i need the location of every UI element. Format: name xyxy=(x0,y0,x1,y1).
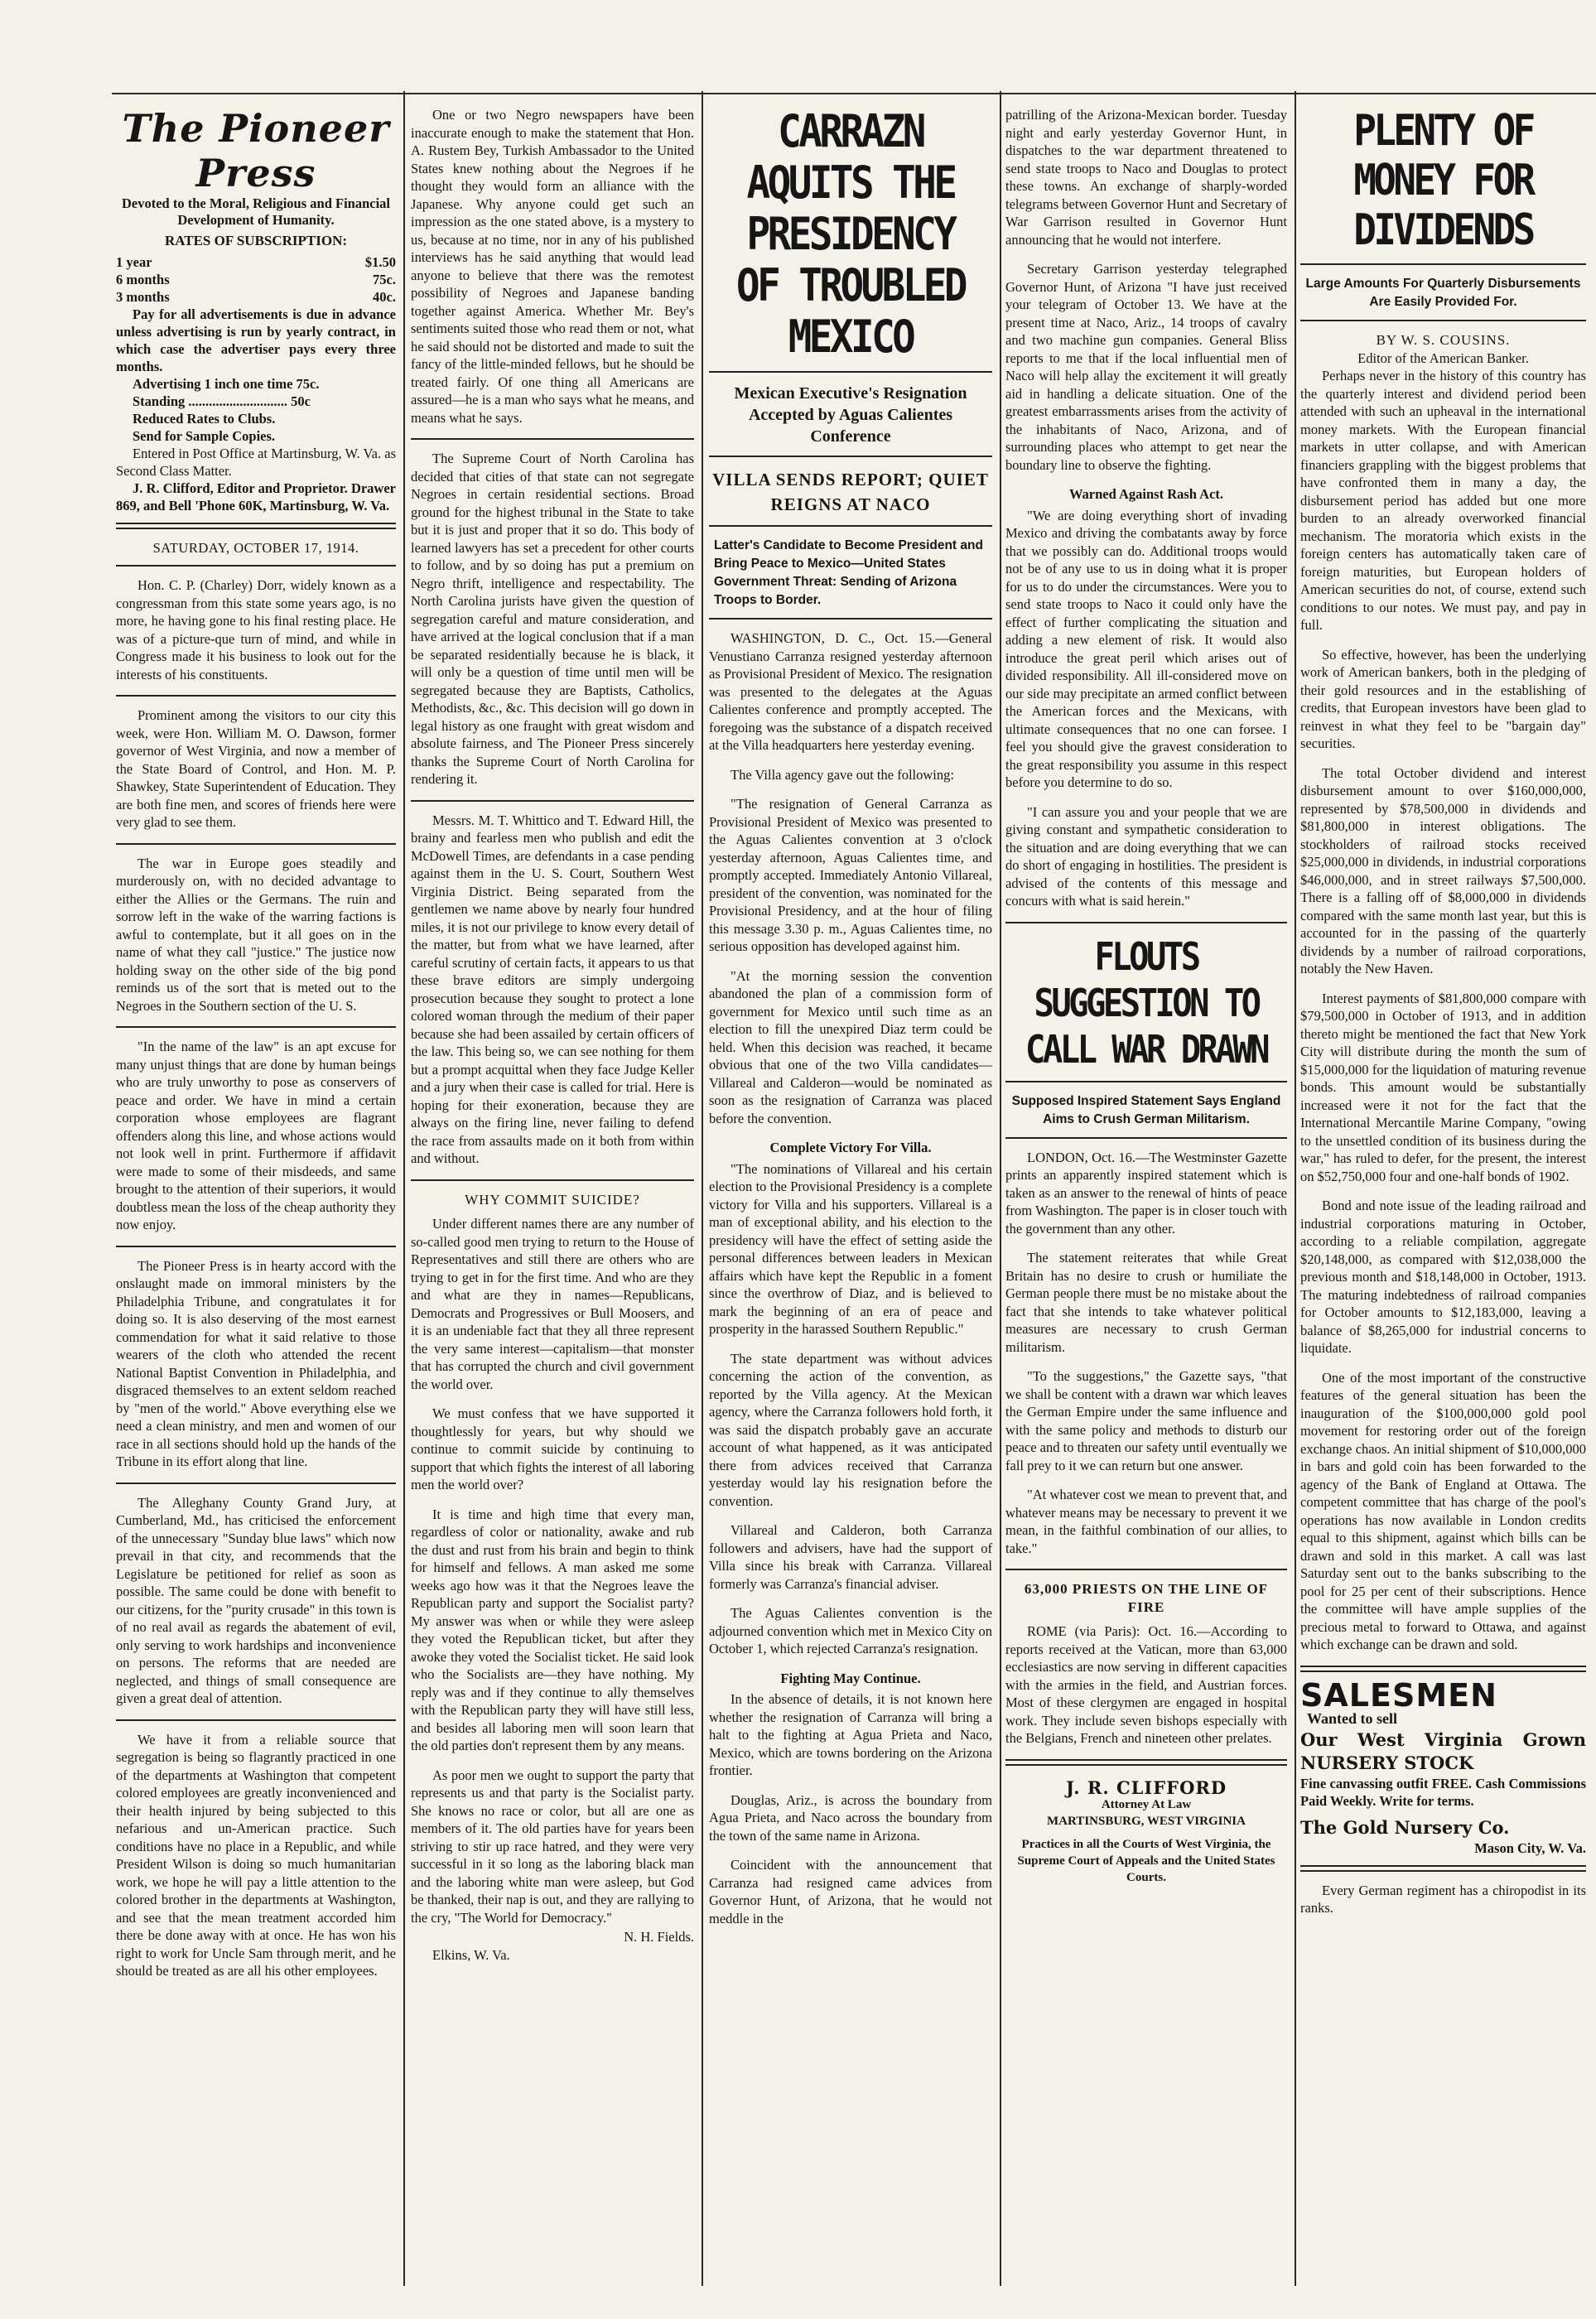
headline: PLENTY OF MONEY FOR DIVIDENDS xyxy=(1353,106,1533,255)
masthead-title: The Pioneer Press xyxy=(122,106,390,195)
article-heading: 63,000 PRIESTS ON THE LINE OF FIRE xyxy=(1024,1581,1269,1615)
article-paragraph: "I can assure you and your people that we are giving constant and sympathetic consideration to the situation and are doing everything that we can do short of engaging in hostilities. The president is advised of the contents of this message and concurs with what is said herein." xyxy=(1005,803,1287,909)
article-paragraph: The state department was without advices concerning the action of the convention, as reported by the Villa agency. At the Mexican agency, where the Carranza followers hold forth, it was said the dispatch probably gave an accurate account of what happened, as it was anticipated there from advices received that Carranza yesterday would lay his resignation before the convention. xyxy=(709,1350,992,1509)
editorial-paragraph: Messrs. M. T. Whittico and T. Edward Hill, the brainy and fearless men who publish and edit the McDowell Times, are defendants in a case pending against them in the U. S. Court, Southern West Virginia District. Being separated from the gentlemen we name above by nearly four hundred miles, it is not our privilege to know every detail of the matter, but from what we have learned, after careful scrutiny of certain facts, it appears to us that these brave editors are simply undergoing prosecution because they sought to protect a lone colored woman through the medium of their paper because she had been assailed by certain officers of the law. This being so, we can see nothing for them but a prompt acquittal when they face Judge Keller and a jury when their case is called for trial. Here is hoping for their exoneration, because they are always on the firing line, never failing to defend the race from assaults made on it both from within and without. xyxy=(411,812,694,1166)
editorial-paragraph: "In the name of the law" is an apt excuse for many unjust things that are done by human beings who are truly unworthy to pose as conservers of peace and order. We have in mind a certain corporation whose employees are flagrant offenders along this line, and whose actions would not look well in print. Furthermore if affidavit were made to some of their misdeeds, and same brought to the attention of their superiors, it would doubtless mean the loss of the cheap authority they now enjoy. xyxy=(116,1039,396,1232)
rate-row: 3 months 40c. xyxy=(116,288,396,305)
notice: Advertising 1 inch one time 75c. xyxy=(133,375,320,392)
article-paragraph: Perhaps never in the history of this country has the quarterly interest and dividend period been attended with such an upheaval in the international money markets. With the European financial markets in utter collapse, and with American financiers grappling with the biggest problems that have confronted them in many a day, the disbursement period has added but one more burden to an already overworked financial mechanism. The moratoria which exists in the foreign centers has automatically taken care of foreign maturities, but European holders of American securities do not, of course, extend such conditions to our notes. We must pay, and pay in full. xyxy=(1300,368,1586,633)
rate-row: 1 year $1.50 xyxy=(116,253,396,270)
divider xyxy=(1300,1666,1586,1672)
editorial-paragraph: One or two Negro newspapers have been inaccurate enough to make the statement that Hon. A. Rustem Bey, Turkish Ambassador to the United States knew nothing about the Negroes if he thought they would form an alliance with the Japanese. Why anyone could get such an impression as the one stated above, is a mystery to us, because at no time, nor in any of his published interviews has he said anything that would lead anyone to believe that there was the remotest possibility of Negroes and Japanese banding together against America. Whether Mr. Bey's sentiments suited those who read them or not, what he said should not be distorted and made to suit the fancy of the little-minded fellows, but he should be treated fairly. Of one thing all Americans are assured—he is a man who says what he means, and means what he says. xyxy=(411,107,694,426)
article-paragraph: "The nominations of Villareal and his certain election to the Provisional Presidency is a complete victory for Villa and his supporters. Villareal is a man of exceptional ability, and his election to the presidency will have the effect of setting aside the personal differences between leaders in Mexican affairs which have kept the Republic in a foment since the overthrow of Diaz, and is believed to mark the beginning of an era of peace and prosperity in the harassed Southern Republic." xyxy=(709,1160,992,1337)
article-paragraph: Under different names there are any number of so-called good men trying to return to the House of Representatives and still there are others who are trying to get in for the first time. And who are they and what are they in names—Republicans, Democrats and Progressives or Bull Moosers, and it is an undeniable fact that they all three represent the very same interest—capitalism—that monster that has corrupted the church and civil government the world over. xyxy=(411,1216,694,1392)
divider xyxy=(116,1026,396,1028)
column-rule xyxy=(1000,91,1001,2286)
divider xyxy=(116,1719,396,1721)
ad-wanted: Wanted to sell xyxy=(1307,1710,1398,1727)
signature-name: N. H. Fields. xyxy=(624,1929,694,1945)
rates-title: RATES OF SUBSCRIPTION: xyxy=(164,233,348,248)
divider xyxy=(116,843,396,845)
divider xyxy=(1300,1865,1586,1872)
ad-name: J. R. CLIFFORD xyxy=(1065,1777,1227,1798)
article-paragraph: ROME (via Paris): Oct. 16.—According to reports received at the Vatican, more than 63,000 ecclesiastics are now serving in different capacities with the armies in the field, and Austrian forces. Most of these clergymen are engaged in hospital work. They include seven bishops especially with the Belgians, French and nineteen other prelates. xyxy=(1005,1623,1287,1746)
article-paragraph: "We are doing everything short of invading Mexico and driving the combatants away by force that we possibly can do. Additional troops would not be of any use to us in doing what it is proper for us to do under the circumstances. Were you to send state troops to Naco it could only have the effect of further complicating the situation and adding a new element of risk. It would also introduce the great peril which arises out of divided responsibility. All ill-considered move on our side may precipitate an armed conflict between the American forces and the Mexicans, with ultimate consequences that no one can forsee. I feel you should give the gravest consideration to the great responsibility you assume in this respect before you determine to do so. xyxy=(1005,507,1287,790)
ad-line: Fine canvassing outfit FREE. Cash Commissions Paid Weekly. Write for terms. xyxy=(1300,1775,1586,1809)
article-paragraph: "The resignation of General Carranza as Provisional President of Mexico was presented to the Aguas Calientes convention at 3 o'clock yesterday afternoon, Aguas Calientes time, and promptly accepted. Immediately Antonio Villareal, president of the convention, was nominated for the Provisional Presidency, and at the hour of filing this message 3.30 p. m., Aguas Calientes time, no serious opposition has developed against him. xyxy=(709,796,992,954)
signature-place: Elkins, W. Va. xyxy=(432,1946,510,1963)
notice: Reduced Rates to Clubs. xyxy=(133,410,276,427)
ad-headline: SALESMEN xyxy=(1300,1676,1497,1714)
filler-paragraph: Every German regiment has a chiropodist in its ranks. xyxy=(1300,1882,1586,1916)
divider xyxy=(1005,922,1287,923)
divider xyxy=(116,1246,396,1247)
notice: Standing ............................. 50c xyxy=(133,393,311,409)
headline-deck: Supposed Inspired Statement Says England Aims to Crush German Militarism. xyxy=(1011,1093,1281,1126)
editorial-paragraph: The Pioneer Press is in hearty accord with the onslaught made on immoral ministers by the Philadelphia Tribune, and congratulates it for doing so. It is also deserving of the most earnest commendation for what it said relative to those wearers of the cloth who attended the recent National Baptist Convention in Philadelphia, and disgraced themselves to an extent seldom reached by "men of the world." Above everything else we need a clean ministry, and men and women of our race in all sections should hold up the hands of the Tribune in its effort along that line. xyxy=(116,1257,396,1469)
editorial-paragraph: Hon. C. P. (Charley) Dorr, widely known as a congressman from this state some years ago, is no more, he having gone to his final resting place. He was of a picture-que turn of mind, and while in Congress made it his business to look out for the interests of his constituents. xyxy=(116,577,396,682)
byline-title: Editor of the American Banker. xyxy=(1357,350,1529,366)
editorial-paragraph: The Supreme Court of North Carolina has decided that cities of that state can not segregate Negroes in certain residential sections. Broad ground for the highest tribunal in the State to take but it is just and proper that it so do. This body of learned lawyers has set a precedent for other courts to follow, and by so doing has put a premium on Negro thrift, intelligence and respectability. The North Carolina jurists have given the question of segregation careful and mature consideration, and have arrived at the logical conclusion that if a man be separated residentially because he is black, it will only be a question of time until men will be segregated because they are Baptists, Catholics, Methodists, &c., &c. This decision will go down in legal history as one fraught with great wisdom and absolute fairness, and The Pioneer Press sincerely thanks the Supreme Court of North Carolina for rendering it. xyxy=(411,451,694,787)
divider xyxy=(116,523,396,529)
column-rule xyxy=(702,91,703,2286)
article-paragraph: Villareal and Calderon, both Carranza followers and advisers, have had the support of Villa since his break with Carranza. Villareal formerly was Carranza's financial adviser. xyxy=(709,1522,992,1592)
masthead-motto: Devoted to the Moral, Religious and Financial Development of Humanity. xyxy=(121,195,391,228)
divider xyxy=(1005,1081,1287,1082)
headline-deck: Mexican Executive's Resignation Accepted by Aguas Calientes Conference xyxy=(734,384,967,446)
subheading: Complete Victory For Villa. xyxy=(769,1140,932,1155)
column-3 xyxy=(709,106,992,2309)
divider xyxy=(116,1483,396,1484)
article-paragraph: Interest payments of $81,800,000 compare with $79,500,000 in October of 1913, and in addition thereto might be mentioned the fact that New York City will distribute during the month the sum of $15,000,000 for the liquidation of maturing revenue bonds. This amount would be substantially increased were it not for the fact that the International Mercantile Marine Company, "owing to the unsettled condition of its business during the war," has ruled to defer, for the present, the interest on $52,750,000 four and one-half bonds of 1902. xyxy=(1300,990,1586,1184)
article-paragraph: LONDON, Oct. 16.—The Westminster Gazette prints an apparently inspired statement which is taken as an answer to the renewal of hints of peace from Washington. The paper is in closer touch with the government than any other. xyxy=(1005,1149,1287,1237)
divider xyxy=(709,525,992,527)
issue-date: SATURDAY, OCTOBER 17, 1914. xyxy=(152,539,359,556)
divider xyxy=(1005,1759,1287,1766)
article-paragraph: Secretary Garrison yesterday telegraphed Governor Hunt, of Arizona "I have just received your telegram of October 13. We have at the present time at Naco, Ariz., 14 troops of cavalry and two machine gun companies. General Bliss reports to me that if the local influential men of Naco will help allay the excitement it will greatly aid in handling a delicate situation. One of the greatest embarrassments arises from the activity of the inhabitants of Naco, Arizona, and of surrounding places who attempt to get near the boundary line to observe the fighting. xyxy=(1005,261,1287,473)
column-rule xyxy=(1295,91,1296,2286)
article-heading: WHY COMMIT SUICIDE? xyxy=(465,1191,640,1208)
column-rule xyxy=(403,91,405,2286)
column-2 xyxy=(411,106,694,2309)
article-paragraph: Douglas, Ariz., is across the boundary from Agua Prieta, and Naco across the boundary from the town of the same name in Arizona. xyxy=(709,1791,992,1844)
article-paragraph: "At the morning session the convention abandoned the plan of a commission form of government for Mexico until such time as an election to fill the unexpired Diaz term could be held. When this decision was reached, it became obvious that one of the two Villa candidates—Villareal and Calderon—would be nominated as soon as the resignation of Carranza was placed before the convention. xyxy=(709,967,992,1126)
editorial-paragraph: Prominent among the visitors to our city this week, were Hon. William M. O. Dawson, former governor of West Virginia, and now a member of the State Board of Control, and Hon. M. P. Shawkey, State Superintendent of Education. They are both fine men, and scores of friends here were very glad to see them. xyxy=(116,707,396,830)
ad-line: MARTINSBURG, WEST VIRGINIA xyxy=(1047,1815,1246,1828)
article-paragraph: "To the suggestions," the Gazette says, "that we shall be content with a drawn war which leaves the German Empire under the same influence and with the same policy and methods to disturb our peace and to threaten our safety until eventually we fall prey to it we can return but one answer. xyxy=(1005,1368,1287,1473)
editorial-paragraph: The war in Europe goes steadily and murderously on, with no decided advantage to either the Allies or the Germans. The ruin and sorrow left in the wake of the warring factions is awful to contemplate, but it all goes on in the name of what they call "justice." The justice now holding sway on the other side of the big pond reminds us of the sort that is meted out to the Negroes in the Southern section of the U. S. xyxy=(116,855,396,1014)
divider xyxy=(411,438,694,440)
notice: Send for Sample Copies. xyxy=(133,427,276,444)
editorial-paragraph: The Alleghany County Grand Jury, at Cumberland, Md., has criticised the enforcement of the unnecessary "Sunday blue laws" which now prevail in that city, and recommends that the Legislature be petitioned for relief as soon as possible. The same could be done with benefit to our citizens, for the "purity crusade" in this town is of no real avail as regards the abatement of evil, only serving to work hardships and inconvenience on persons. The reforms that are needed are neglected, and things of small consequence are given a great deal of attention. xyxy=(116,1494,396,1706)
notice: Pay for all advertisements is due in advance unless advertising is run by yearly contract, in which case the advertiser pays every three months. xyxy=(116,306,396,374)
ad-line: Attorney At Law xyxy=(1101,1798,1192,1811)
article-paragraph: It is time and high time that every man, regardless of color or nationality, awake and rub the dust and rust from his brain and begin to think for himself and fellows. A man asked me some weeks ago how was it that the Negroes leave the Republican party and support the Socialist party? My answer was when or while they were asleep they voted the Republican ticket, but after they awoke they voted the Socialist ticket. He said look who the Socialists are—they have nothing. My reply was and if they continue to ally themselves with the Republican party they will have still less, and besides all laboring men will soon learn that the old parties don't represent them by any means. xyxy=(411,1506,694,1753)
column-1 xyxy=(116,106,396,2309)
divider xyxy=(1300,320,1586,321)
notice: J. R. Clifford, Editor and Proprietor. Drawer 869, and Bell 'Phone 60K, Martinsburg, W. Va. xyxy=(116,480,396,513)
divider xyxy=(709,618,992,620)
ad-line: Practices in all the Courts of West Virginia, the Supreme Court of Appeals and the United States Courts. xyxy=(1017,1838,1275,1884)
article-paragraph: In the absence of details, it is not known here whether the resignation of Carranza will bring a halt to the fighting at Agua Prieta and Naco, Mexico, which are towns bordering on the Arizona frontier. xyxy=(709,1691,992,1778)
rate-row: 6 months 75c. xyxy=(116,271,396,287)
editorial-paragraph: We have it from a reliable source that segregation is being so flagrantly practiced in one of the departments at Washington that competent colored employees are greatly inconvenienced and their health injured by being subjected to this nefarious and un-American practice. Such conditions have no place in a Republic, and while President Wilson is doing so much humanitarian work, we hope he will pay a little attention to the colored brother in the departments at Washington, and see that the mean treatment accorded him there be done away with at once. He has won his right to work for Uncle Sam through merit, and he should be treated as are all his other employees. xyxy=(116,1731,396,1979)
divider xyxy=(1300,263,1586,265)
headline-deck: Latter's Candidate to Become President and Bring Peace to Mexico—United States Government Threat: Sending of Arizona Troops to Border. xyxy=(714,538,983,607)
subheading: Warned Against Rash Act. xyxy=(1068,486,1224,502)
article-paragraph: WASHINGTON, D. C., Oct. 15.—General Venustiano Carranza resigned yesterday afternoon as Provisional President of Mexico. The resignation was presented to the delegates at the Aguas Calientes conference and promptly accepted. The foregoing was the substance of a dispatch received at the Villa headquarters here yesterday evening. xyxy=(709,630,992,753)
column-5 xyxy=(1300,106,1586,2309)
divider xyxy=(1005,1137,1287,1139)
divider xyxy=(116,565,396,566)
article-paragraph: Coincident with the announcement that Carranza had resigned came advices from Governor Hunt, of Arizona, that he would not meddle in the xyxy=(709,1857,992,1926)
divider xyxy=(116,695,396,697)
article-paragraph: We must confess that we have supported it thoughtlessly for years, but why should we continue to commit suicide by continuing to support that which fights the interest of all laboring men the world over? xyxy=(411,1405,694,1492)
divider xyxy=(411,800,694,802)
headline: FLOUTS SUGGESTION TO CALL WAR DRAWN xyxy=(1025,933,1267,1072)
headline-deck: VILLA SENDS REPORT; QUIET REIGNS AT NACO xyxy=(712,470,989,514)
ad-company: The Gold Nursery Co. xyxy=(1300,1816,1510,1838)
article-paragraph: The Villa agency gave out the following: xyxy=(730,766,954,783)
lawyer-ad xyxy=(1005,1779,1287,1887)
article-paragraph: The statement reiterates that while Great Britain has no desire to crush or humiliate the German people there must be no mistake about the fact that she intends to take whatever political measures are necessary to crush German militarism. xyxy=(1005,1250,1287,1355)
ad-line: Our West Virginia Grown NURSERY STOCK xyxy=(1300,1728,1586,1773)
divider xyxy=(709,456,992,457)
divider xyxy=(411,1179,694,1181)
column-4 xyxy=(1005,106,1287,2309)
article-paragraph: One of the most important of the constructive features of the general situation has been the inauguration of the $100,000,000 gold pool movement for restoring order out of the foreign exchange chaos. An initial shipment of $10,000,000 in bars and gold coin has been forwarded to the agency of the Bank of England at Ottawa. The competent committee that has charge of the pool's operations has now available in London credits equal to this shipment, against which bills can be drawn and sold in this market. A call was last Saturday sent out to the banks subscribing to the pool for 25 per cent of their subscriptions. Hence the committee will have ample supplies of the precious metal to forward to Ottawa, and against which exchange can be drawn and sold. xyxy=(1300,1369,1586,1652)
nursery-ad xyxy=(1300,1676,1586,1857)
article-paragraph: "At whatever cost we mean to prevent that, and whatever means may be necessary to prevent it we mean, in the faithful combination of our allies, to take." xyxy=(1005,1487,1287,1556)
article-paragraph: As poor men we ought to support the party that represents us and that party is the Socialist party. She knows no race or color, but all are one as members of it. The old parties have for years been striving to stir up race hatred, and they were very successful in it so long as the laboring black man and the laboring white man were asleep, but God be thanked, their nap is out, and they are rallying to the cry, "The World for Democracy." xyxy=(411,1767,694,1926)
article-paragraph: The total October dividend and interest disbursement amount to over $160,000,000, represented by $78,500,000 in dividends and $81,800,000 in interest obligations. The stockholders of railroad stocks received $25,000,000 in dividends, in industrial corporations $46,000,000, and in street railways $7,500,000. There is a falling off of $8,000,000 in dividends compared with the same month last year, but this is accounted for in the passing of the quarterly dividends by a number of railroad corporations, notably the New Haven. xyxy=(1300,764,1586,976)
notice: Entered in Post Office at Martinsburg, W. Va. as Second Class Matter. xyxy=(116,445,396,479)
article-paragraph: Bond and note issue of the leading railroad and industrial corporations maturing in October, according to a reliable compilation, aggregate $20,148,000, as compared with $12,038,000 the previous month and $18,148,000 in October, 1913. The maturing indebtedness of railroad companies for October amounts to $12,183,000, leaving a balance of $8,265,000 for industrial concerns to liquidate. xyxy=(1300,1198,1586,1356)
ad-place: Mason City, W. Va. xyxy=(1474,1839,1586,1856)
article-paragraph: patrilling of the Arizona-Mexican border. Tuesday night and early yesterday Governor Hunt, in dispatches to the war department threatened to send state troops to Naco and Douglas to protect these towns. An exchange of sharply-worded telegrams between Governor Hunt and Secretary of War Garrison resulted in Governor Hunt announcing that he would not interfere. xyxy=(1005,107,1287,248)
headline: CARRAZN AQUITS THE PRESIDENCY OF TROUBLED MEXICO xyxy=(736,106,965,363)
divider xyxy=(709,371,992,373)
article-paragraph: So effective, however, has been the underlying work of American bankers, both in the pledging of their gold resources and in the establishing of credits, that European investors have been glad to reinvest in what they feel to be "bargain day" securities. xyxy=(1300,646,1586,751)
divider xyxy=(1005,1569,1287,1570)
byline: BY W. S. COUSINS. xyxy=(1376,332,1511,348)
article-paragraph: The Aguas Calientes convention is the adjourned convention which met in Mexico City on October 1, which rejected Carranza's resignation. xyxy=(709,1605,992,1656)
subheading: Fighting May Continue. xyxy=(780,1670,921,1686)
headline-deck: Large Amounts For Quarterly Disbursements Are Easily Provided For. xyxy=(1305,277,1581,309)
top-rule xyxy=(112,93,1596,94)
